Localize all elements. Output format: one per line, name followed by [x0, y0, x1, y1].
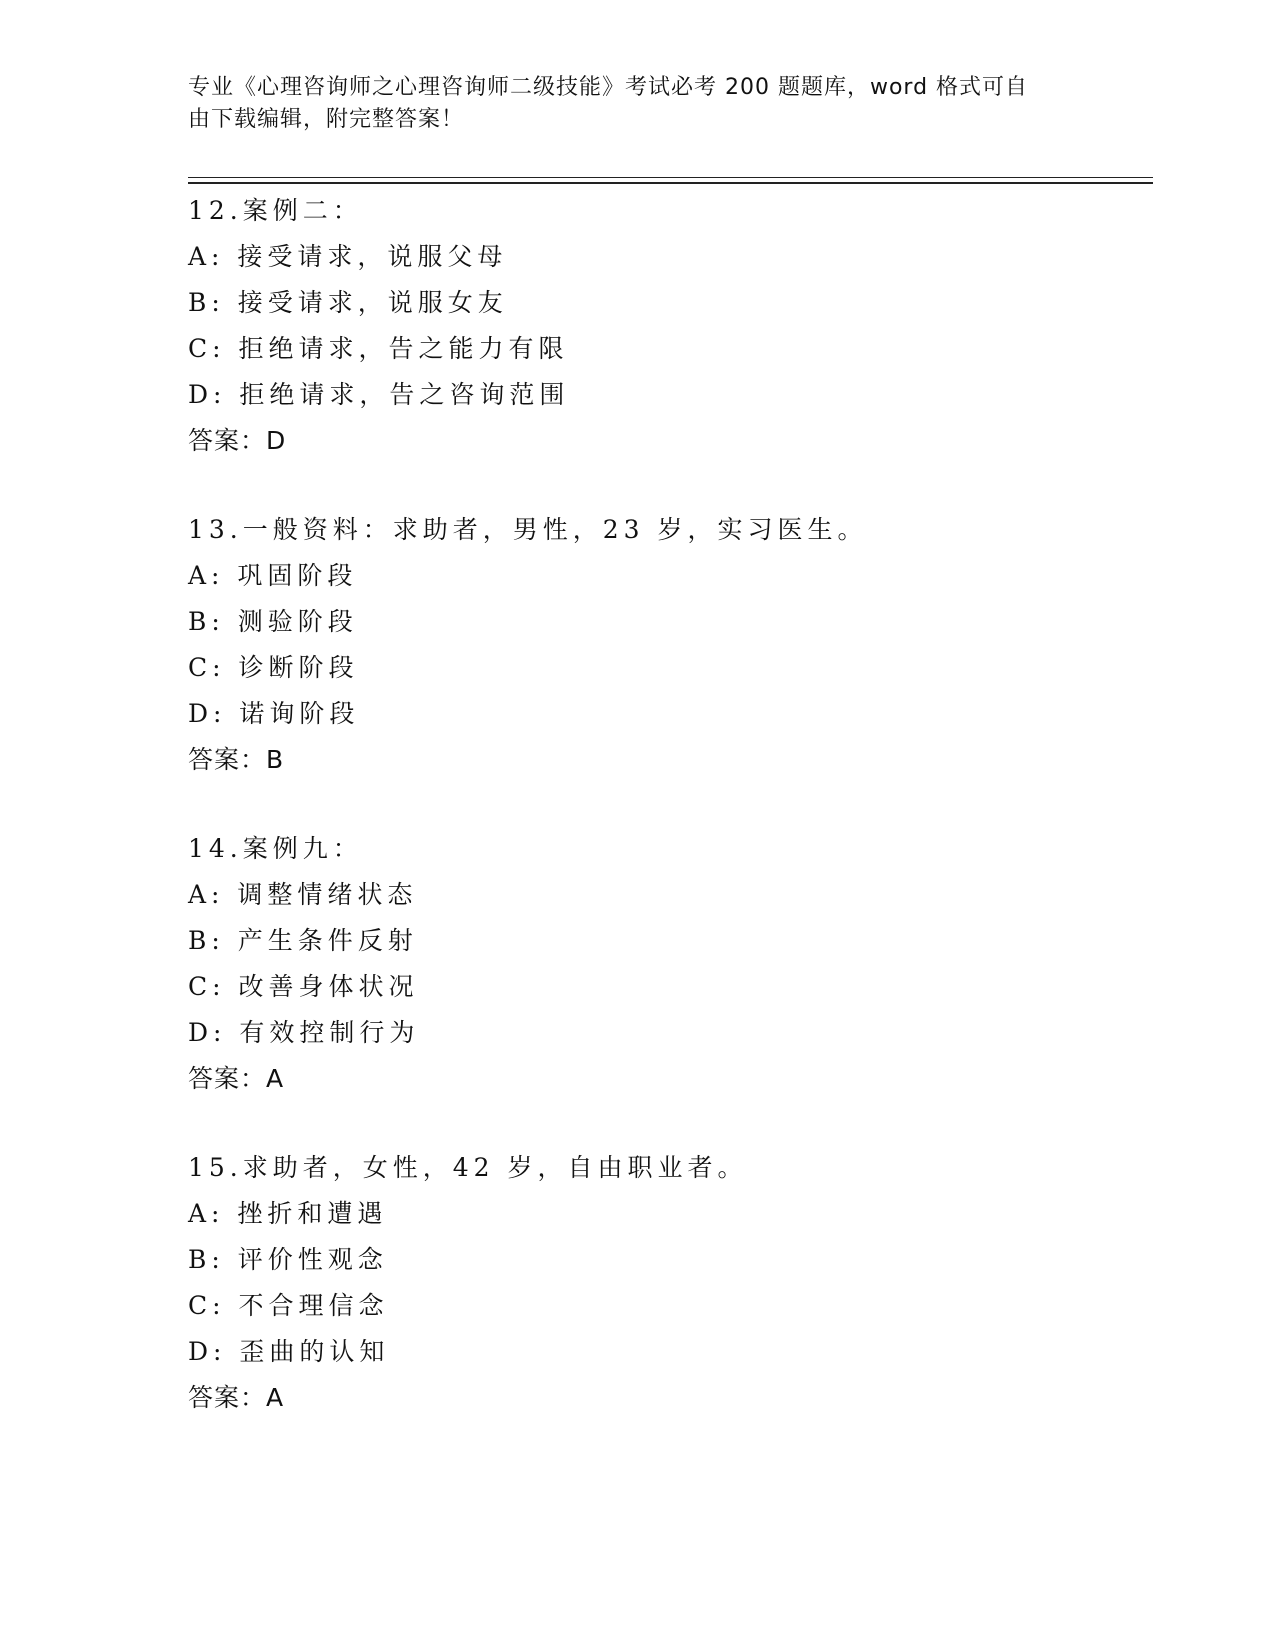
option-b: B: 评价性观念: [188, 1245, 388, 1274]
option-d: D: 有效控制行为: [188, 1018, 420, 1047]
option-a: A: 挫折和遭遇: [188, 1199, 388, 1228]
header-line-1: 专业《心理咨询师之心理咨询师二级技能》考试必考 200 题题库，word 格式可自: [188, 75, 1029, 100]
answer-line: 答案：A: [188, 1064, 285, 1093]
option-c: C: 拒绝请求，告之能力有限: [188, 334, 569, 363]
option-a: A: 巩固阶段: [188, 561, 358, 590]
option-a: A: 接受请求，说服父母: [188, 242, 508, 271]
question-stem: 13.一般资料：求助者，男性，23 岁，实习医生。: [188, 515, 868, 544]
question-15: [188, 1145, 748, 1421]
header-line-2: 由下载编辑，附完整答案！: [188, 107, 465, 132]
header-divider: [188, 177, 1153, 184]
option-c: C: 诊断阶段: [188, 653, 359, 682]
question-stem: 15.求助者，女性，42 岁，自由职业者。: [188, 1153, 748, 1182]
option-d: D: 拒绝请求，告之咨询范围: [188, 380, 570, 409]
option-b: B: 测验阶段: [188, 607, 358, 636]
answer-line: 答案：A: [188, 1383, 285, 1412]
question-stem: 12.案例二：: [188, 196, 363, 225]
question-13: [188, 507, 868, 783]
question-14: [188, 826, 419, 1102]
option-b: B: 接受请求，说服女友: [188, 288, 508, 317]
option-c: C: 不合理信念: [188, 1291, 389, 1320]
document-header: [188, 72, 1068, 136]
answer-line: 答案：B: [188, 745, 285, 774]
option-d: D: 诺询阶段: [188, 699, 360, 728]
question-stem: 14.案例九：: [188, 834, 363, 863]
answer-line: 答案：D: [188, 426, 287, 455]
option-d: D: 歪曲的认知: [188, 1337, 390, 1366]
option-c: C: 改善身体状况: [188, 972, 419, 1001]
option-b: B: 产生条件反射: [188, 926, 418, 955]
option-a: A: 调整情绪状态: [188, 880, 418, 909]
question-12: [188, 188, 569, 464]
